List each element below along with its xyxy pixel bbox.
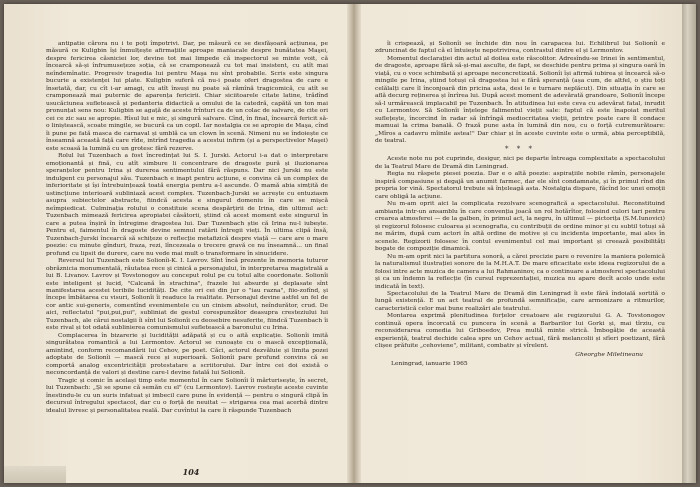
section-separator: * * * xyxy=(505,144,535,153)
paragraph: Nu m-am oprit aici la complicata rezolvare scenografică a spectacolului. Reconstituind ambianța intr-un ansamblu în care convenția joacă un rol hotărîtor, folosind culori tari pentru crearea atmosferei — de la galben, în primul act, la negru, în ultimul — pictorița (S.M.Iunovici) și regizorul folosesc culoarea și scenografia, cu contribuții de ordine minor și cu subtil totuși să ne mărim, după cum actori în altă ordine de motive și cu incidenta importante, mai ales în scenele. Regizorii folosesc în contul evenimentul cel mai important și creează posibilități bogate de compoziție dinamică. xyxy=(375,200,665,253)
paragraph: Rolul lui Tuzenbach a fost încredințat lui S. I. Jurski. Actorul i-a dat o interpretare emoționantă și fină, cu atît simbure li concentrare de dragoste pură și iluzionarea speranțelor pentru Irina și durerea sentimentului fără răspuns. Dar nici Jurski nu este indulgent cu personajul său. Tuzenbach e inapt pentru acțiune, e convins că un complex de inferioritate și își întrebuințează toată energia pentru a-l ascunde. Ö mamă abia simțită de ustincțiune interioară subliniază acest complex. Tuzenbach-Jurski se acrește cu entuziasm asupra subiectelor abstracte, fiindcă acesta e singurul domeniu în care se mișcă neîmpiedicat. Culminația rolului o constituie scena despărțirii de Irina, din ultimul act: Tuzenbach mimează fericirea apropiatei căsătorii, știind că acest moment este singurul în care a putea înșiră în întregime dragostea lui. Dar Tuzenbach știe că Irina nu-l iubește. Pentru el, faimentul în dragoste devine semnul ratării întregii vieți. În ultima clipă însă, Tuzenbach-Jurski încearcă să schițeze o reflecție metafizică despre viață — care are o mare poezie: cu minute gînduri, fraza, rezi, lîncezeala o trecere gravă ce nu înseamnă... un final profund cu lipsit de durere, care nu vede mai mult o transformare în sinucidere. xyxy=(46,152,328,257)
paragraph: Complacerea în bizarerie și lucidității adăpată și cu o aită explicație. Solionîi imită singurătatea romantică a lui Lermontov. Actorul se cunoaște cu o mască excepțională, amintind, conform recomandării lui Cehov, pe poet. Căci, actorul dezvăluie și limita pozei adoptate de Solionîi — mască rece și superioară. Solionîi pare profund convins că se comportă analog excentricității protestatare a scriitorului. Dar între cei doi există o neconcordanță de valori și destine care-l devine fatală lui Solionîi. xyxy=(46,331,328,377)
paragraph: îi crispează, și Solionîi se închide din nou în carapacea lui. Echilibrul lui Solionîi e zdruncinat de faptul că el întuiește nepotrivirea, contrastul dintre el și Lermontov. xyxy=(375,40,665,55)
paragraph: Tragic și comic în același timp este momentul în care Solionîi îi mărturisește, în secret, lui Tuzenbach: „Și se spune că semăn cu el" (cu Lermontov). Lavrov rostește aceste cuvinte înestindu-le cu un suris infatuat și imbecil care pune în evidență — pentru o singură clipă în decursul întregului spectacol, dar cu o forță de neuitat — strigarea cea mai acerbă dintre idealul livresc și personalitatea reală. Dar cuvîntul la care îi răspunde Tuzenbach xyxy=(46,376,328,414)
place-date: Leningrad, ianuarie 1965 xyxy=(391,360,468,368)
binding-tape xyxy=(682,4,696,483)
book-spread xyxy=(4,4,696,483)
right-page xyxy=(361,4,696,483)
paragraph: antipatie cărora nu i te poți împotrivi. Dar, pe măsură ce se desfășoară acțiunea, pe măsură ce Kuligbin își înmulțește afirmațiile aproape maniacale despre bunătatea Maşei, despre fericirea căsniciei lor, devine tot mai limpede că inspectorul se minte voit, că încearcă să-și înfrumusețeze soția, că se cramponează cu tot mai insistent, cu atît mai neîndemînatic. Progresiv tragedia lui pentru Maşa nu sînt probabile. Scris este singura bucurie a existenței lui plate. Kuligbin suferă că nu-i poate oferi dragostea de care e însetată, dar, cu cît i-ar amagi, cu atît însuși nu poate să rămînă tragicomică, cu atît se cramponează mai puternic de aparența fericirii. Chiar siciitoarele citate latine, trădînd usucăciunea sufletească și pedanteria didactică a omului de la catedră, capătă un ton mai pronunțat sens nou: Kuligbin se agață de aceste frînturi ca de un colac de salvare, de cite ori cei ce zic sau se apropie. Rîsul lui e mic, și singură salvare. Cînd, în final, încearcă fericit să-o liniștească, scoate mingile, se bucură ca un copil. Iar nostalgia ce se apropie de Maşa, cînd îi pune pe fată masca de carnaval și umblă ca un clown în scenă. Nimeni nu se îndoiește ce înseamnă această față care rîde, intrînd tragedia a acestui infirm (și a perspectivelor Maşei) este scoasă la lumină cu un grotesc fără rezerve. xyxy=(46,40,328,152)
right-text-column xyxy=(375,40,665,453)
left-page xyxy=(4,4,347,483)
paragraph: Montarea exprimă plenitudinea forțelor creatoare ale regizorului G. A. Tovstonogov continuă opera încorcată cu puncera în scenă a Barbarilor lui Gorki și, mai tîrziu, cu reconsiderarea comedia lui Griboedov, Prea multă minte strică. Îmbogăție de aceastǎ experiență, teatrul dechide calea spre un Cehov actual, fără melancolii și sfîeri poetizant, fără clișee prăfuite „cehoviene", militant, combativ și vîrelent. xyxy=(375,312,665,350)
author-signature: Gheorghe Miletineanu xyxy=(575,350,643,358)
paragraph: Reversul lui Tuzenbach este Solionîi-K. I. Lavrov. Sînt încă prezente în memoria tuturor obrăznicia monumentală, răutatea rece și cinică a personajului, în interpretarea magistrală a lui B. Livanov. Lavrov și Tovstonogov au conceput rolul pe cu totul alte coordonate. Solionîi este inteligent și lucid, "Calcană în strachina", frazele lui absurde și deplasate sînt manifestarea acestei teribile lucidități. De cite ori cei din jur o "iau razna", fiio-zofînd, și începe îmbătarea cu visuri, Solionîi îi readuce la realitate. Personajul devine astfel un fel de cor antic sui-generis, comentînd evenimentele cu un cinism absolut, neîndurător, crud. De aici, reflectatul "pui,pui,pui", subliniat de gestul corespunzător deasupra cresteziului lui Tuzenbach, ale cărui nostalgii îi sînt lui Solionîi cu deosebire nesuferite, fiindcă Tuzenbach îi este rival și tot odată sublinierea comunismului sufletească a baronului cu Irina. xyxy=(46,257,328,332)
left-text-column xyxy=(46,40,328,458)
paragraph: Aceste note nu pot cuprinde, desigur, nici pe departe întreaga complexitate a spectacolului de la Teatrul Mare de Dramă din Leningrad. xyxy=(375,155,665,170)
paragraph: Nu m-am oprit nici la partitura sonoră, a cărei precizie pare o revenire la maniera polemică la naturalismul ilustrației sonore de la M.H.A.T. De mare eficacitate este ideea regizorului de a folosi intre acte muzica de camera a lui Rahmaninov, ca o continuare a atmosferei spectacolului și ca un îndemn la reflecție (în cursul reprezentației, muzica nu apare decît acolo unde este indicată în text). xyxy=(375,252,665,290)
paragraph: Spectacolului de la Teatrul Mare de Dramă din Leningrad îi este fără îndoială sortită o lungă existență. E un act teatral de profundă semnificație, care armonizare a ritmurilor, caracteristică celor mai bune realizări ale teatrului. xyxy=(375,289,665,312)
book-gutter xyxy=(347,4,361,483)
binding-strip xyxy=(4,466,66,483)
paragraph: Momentul declarației din actul al doilea este răscolitor. Adresîndu-se Irinei în sentimentul, de dragoste, aproape fără să-și-mai asculte, de fapt, se deschide pentru prima și singura oară în viață, cu o voce schimbată și aproape neconcretizată. Solionîi își afirmă iubirea și încearcă să-o mingile pe Irina, știind totuși că dragostea lui e fără speranță (așa cum, de altfel, o știu toți celălalți care îl înconjoară din pricina asta, desi le e turnare neplăcut). Din situația în care se află decurg reținerea și înrîrea lui. După acest moment de adevărată grandoare, Solionîi începe să-l urmărească implacabil pe Tuzenbach. În atitudinea lui este ceva cu adevărat fatal, inrudit cu Lermontov. Să Solionîi înțelege falimentul vieții sale: faptul că este înapoiat meritul suflețește, încorcind în radar să înfrîngă mediocritatea vieții, printre poate care îl condace mamuai la crima banală. Ö frază pune asta în lumină din nou, cu o forță cutremurătoare: „Mîros a cadavru mîinile astea!" Dar chiar și în aceste cuvinte este o urmă, abia perceptibilă, de teatral. xyxy=(375,54,665,145)
page-number: 104 xyxy=(182,467,200,477)
paragraph: Regia nu răspete piesei poezia. Dar e o altă poezie: aspirațiile nobile rămîn, personajele inspiră compasiune și degajă un anumit farmec, dar ele sînt condamnate, și în primul rînd din propria lor vină. Spectatorul trebuie să înțeleagă asta. Nostalgia dispare, făcînd loc unei emoții care obligă la acțiune. xyxy=(375,170,665,200)
